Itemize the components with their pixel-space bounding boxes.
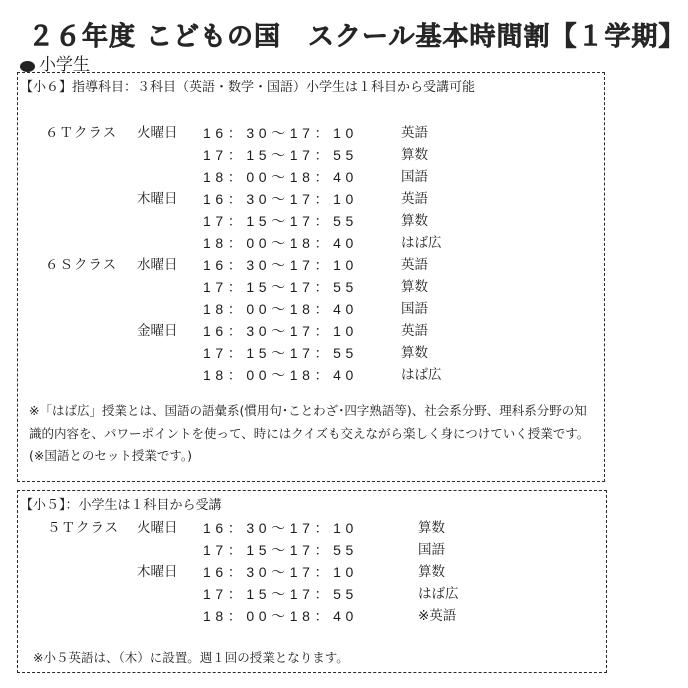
section-label: 小学生 — [39, 55, 90, 75]
day-label: 水曜日 — [137, 257, 178, 273]
class-label: ６Ｓクラス — [45, 257, 118, 273]
subject-label: はば広 — [401, 367, 442, 383]
schedule-row — [18, 232, 604, 254]
time-slot: 18：00～18：40 — [203, 169, 358, 185]
schedule-row — [18, 605, 606, 627]
subject-label: はば広 — [418, 586, 459, 602]
day-label: 金曜日 — [137, 323, 178, 339]
schedule-row — [18, 144, 604, 166]
schedule-row — [18, 539, 606, 561]
schedule-row — [18, 517, 606, 539]
subject-label: 算数 — [401, 279, 428, 295]
schedule-row — [18, 298, 604, 320]
grade6-schedule-box — [17, 72, 605, 482]
day-label: 木曜日 — [137, 564, 178, 580]
time-slot: 18：00～18：40 — [203, 608, 358, 624]
class-label: ６Ｔクラス — [45, 125, 118, 141]
schedule-row — [18, 254, 604, 276]
grade6-footnote: ※「はば広」授業とは、国語の語彙系(慣用句･ことわざ･四字熟語等)、社会系分野、理科系分野の知識的内容を、パワーポイントを使って、時にはクイズも交えながら楽しく身につけていく授業です。(※国語とのセット授業です。) — [29, 403, 590, 463]
subject-label: 算数 — [401, 345, 428, 361]
time-slot: 17：15～17：55 — [203, 213, 358, 229]
subject-label: 英語 — [401, 257, 428, 273]
subject-label: 算数 — [418, 520, 445, 536]
time-slot: 16：30～17：10 — [203, 257, 358, 273]
subject-label: 国語 — [401, 169, 428, 185]
time-slot: 16：30～17：10 — [203, 191, 358, 207]
time-slot: 16：30～17：10 — [203, 564, 358, 580]
time-slot: 18：00～18：40 — [203, 367, 358, 383]
time-slot: 16：30～17：10 — [203, 323, 358, 339]
class-label: ５Ｔクラス — [47, 520, 120, 536]
subject-label: 国語 — [401, 301, 428, 317]
time-slot: 17：15～17：55 — [203, 586, 358, 602]
time-slot: 17：15～17：55 — [203, 542, 358, 558]
subject-label: はば広 — [401, 235, 442, 251]
schedule-row — [18, 364, 604, 386]
schedule-row — [18, 122, 604, 144]
subject-label: 算数 — [401, 213, 428, 229]
subject-label: 英語 — [401, 125, 428, 141]
grade6-header: 【小６】指導科目：３科目（英語・数学・国語）小学生は１科目から受講可能 — [20, 80, 476, 95]
schedule-row — [18, 210, 604, 232]
schedule-row — [18, 342, 604, 364]
grade5-header: 【小５】：小学生は１科目から受講 — [20, 498, 222, 513]
schedule-row — [18, 188, 604, 210]
schedule-row — [18, 561, 606, 583]
time-slot: 17：15～17：55 — [203, 279, 358, 295]
subject-label: ※英語 — [418, 608, 457, 624]
grade5-schedule-box — [17, 490, 607, 673]
schedule-row — [18, 583, 606, 605]
time-slot: 16：30～17：10 — [203, 520, 358, 536]
schedule-row — [18, 166, 604, 188]
subject-label: 算数 — [401, 147, 428, 163]
day-label: 火曜日 — [137, 125, 178, 141]
grade5-footnote: ※小５英語は、（木）に設置。週１回の授業となります。 — [33, 650, 349, 665]
bullet-icon — [20, 61, 35, 72]
time-slot: 17：15～17：55 — [203, 345, 358, 361]
day-label: 火曜日 — [137, 520, 178, 536]
day-label: 木曜日 — [137, 191, 178, 207]
time-slot: 16：30～17：10 — [203, 125, 358, 141]
subject-label: 英語 — [401, 323, 428, 339]
time-slot: 18：00～18：40 — [203, 235, 358, 251]
subject-label: 算数 — [418, 564, 445, 580]
time-slot: 17：15～17：55 — [203, 147, 358, 163]
subject-label: 国語 — [418, 542, 445, 558]
time-slot: 18：00～18：40 — [203, 301, 358, 317]
schedule-row — [18, 320, 604, 342]
page-title: ２６年度 こどもの国 スクール基本時間割【１学期】 — [28, 22, 686, 52]
schedule-row — [18, 276, 604, 298]
subject-label: 英語 — [401, 191, 428, 207]
